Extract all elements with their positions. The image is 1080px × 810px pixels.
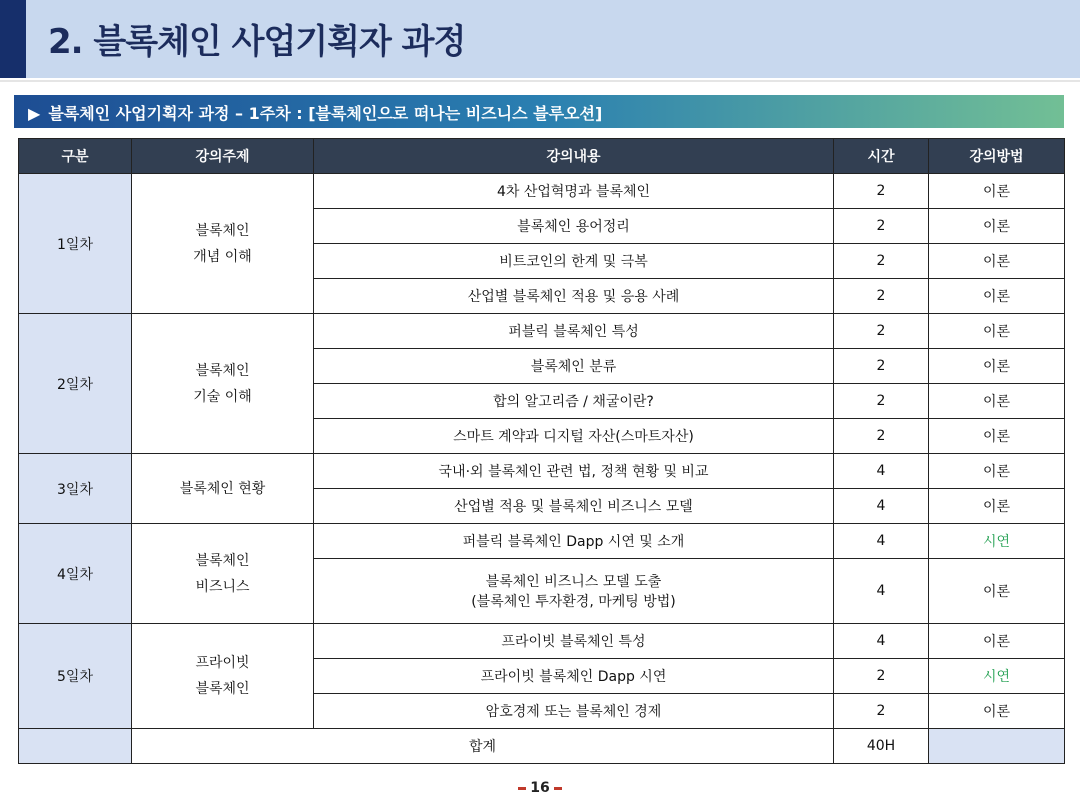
lecture-content: 프라이빗 블록체인 특성 xyxy=(314,624,834,659)
day-label: 3일차 xyxy=(19,454,132,524)
column-header: 강의방법 xyxy=(929,139,1065,174)
topic-line: 블록체인 xyxy=(195,681,250,697)
section-title: 블록체인 사업기획자 과정 – 1주차 : [블록체인으로 떠나는 비즈니스 블루오션] xyxy=(48,104,603,123)
page-dash-left xyxy=(518,787,526,790)
column-header: 시간 xyxy=(834,139,929,174)
lecture-method: 이론 xyxy=(929,314,1065,349)
table-header-row xyxy=(19,139,1065,174)
lecture-hours: 2 xyxy=(834,174,929,209)
total-empty-cell xyxy=(929,729,1065,764)
topic-line: 기술 이해 xyxy=(193,388,252,405)
lecture-topic xyxy=(132,624,314,729)
lecture-topic xyxy=(132,174,314,314)
lecture-hours: 2 xyxy=(834,659,929,694)
lecture-content: 합의 알고리즘 / 채굴이란? xyxy=(314,384,834,419)
lecture-hours: 2 xyxy=(834,314,929,349)
column-header: 구분 xyxy=(19,139,132,174)
section-banner xyxy=(14,95,1064,128)
lecture-topic xyxy=(132,454,314,524)
lecture-content xyxy=(314,559,834,624)
lecture-content: 암호경제 또는 블록체인 경제 xyxy=(314,694,834,729)
lecture-content: 비트코인의 한계 및 극복 xyxy=(314,244,834,279)
lecture-hours: 2 xyxy=(834,694,929,729)
total-hours: 40H xyxy=(834,729,929,764)
total-empty-cell xyxy=(19,729,132,764)
topic-line: 블록체인 현황 xyxy=(179,480,266,497)
page-title: 2. 블록체인 사업기획자 과정 xyxy=(48,22,466,62)
content-line: 블록체인 비즈니스 모델 도출 xyxy=(485,574,662,590)
lecture-method: 이론 xyxy=(929,349,1065,384)
lecture-content: 4차 산업혁명과 블록체인 xyxy=(314,174,834,209)
lecture-method: 이론 xyxy=(929,244,1065,279)
lecture-content: 스마트 계약과 디지털 자산(스마트자산) xyxy=(314,419,834,454)
lecture-content: 블록체인 분류 xyxy=(314,349,834,384)
lecture-content: 프라이빗 블록체인 Dapp 시연 xyxy=(314,659,834,694)
table-row xyxy=(19,524,1065,559)
topic-line: 개념 이해 xyxy=(193,248,252,265)
lecture-method: 이론 xyxy=(929,694,1065,729)
total-label: 합계 xyxy=(132,729,834,764)
topic-line: 블록체인 xyxy=(195,362,250,379)
lecture-method: 이론 xyxy=(929,279,1065,314)
title-accent-bar xyxy=(0,0,26,78)
lecture-hours: 2 xyxy=(834,244,929,279)
lecture-hours: 2 xyxy=(834,349,929,384)
table-row xyxy=(19,624,1065,659)
lecture-content: 산업별 블록체인 적용 및 응용 사례 xyxy=(314,279,834,314)
day-label: 1일차 xyxy=(19,174,132,314)
topic-line: 블록체인 xyxy=(195,552,250,569)
table-row xyxy=(19,314,1065,349)
lecture-hours: 4 xyxy=(834,454,929,489)
lecture-method: 이론 xyxy=(929,419,1065,454)
lecture-content: 산업별 적용 및 블록체인 비즈니스 모델 xyxy=(314,489,834,524)
topic-line: 프라이빗 xyxy=(195,655,250,671)
title-bar xyxy=(0,0,1080,78)
lecture-hours: 4 xyxy=(834,524,929,559)
curriculum-table xyxy=(18,138,1065,764)
lecture-hours: 2 xyxy=(834,419,929,454)
lecture-hours: 4 xyxy=(834,624,929,659)
lecture-method: 이론 xyxy=(929,624,1065,659)
table-row xyxy=(19,454,1065,489)
day-label: 4일차 xyxy=(19,524,132,624)
topic-line: 블록체인 xyxy=(195,222,250,239)
lecture-content: 블록체인 용어정리 xyxy=(314,209,834,244)
lecture-content: 퍼블릭 블록체인 특성 xyxy=(314,314,834,349)
lecture-topic xyxy=(132,314,314,454)
day-label: 2일차 xyxy=(19,314,132,454)
play-arrow-icon: ▶ xyxy=(28,104,41,123)
topic-line: 비즈니스 xyxy=(195,578,250,595)
lecture-content: 국내·외 블록체인 관련 법, 정책 현황 및 비교 xyxy=(314,454,834,489)
column-header: 강의내용 xyxy=(314,139,834,174)
day-label: 5일차 xyxy=(19,624,132,729)
lecture-method: 이론 xyxy=(929,489,1065,524)
page-number xyxy=(0,780,1080,796)
lecture-method: 시연 xyxy=(929,524,1065,559)
page-number-text: 16 xyxy=(530,780,550,796)
lecture-hours: 2 xyxy=(834,384,929,419)
title-divider xyxy=(0,80,1080,82)
lecture-hours: 2 xyxy=(834,209,929,244)
lecture-topic xyxy=(132,524,314,624)
total-row xyxy=(19,729,1065,764)
content-line: (블록체인 투자환경, 마케팅 방법) xyxy=(471,594,676,610)
lecture-method: 이론 xyxy=(929,454,1065,489)
table-row xyxy=(19,174,1065,209)
lecture-method: 이론 xyxy=(929,209,1065,244)
lecture-hours: 4 xyxy=(834,559,929,624)
section-banner-text xyxy=(28,101,602,124)
lecture-hours: 2 xyxy=(834,279,929,314)
lecture-hours: 4 xyxy=(834,489,929,524)
column-header: 강의주제 xyxy=(132,139,314,174)
lecture-content: 퍼블릭 블록체인 Dapp 시연 및 소개 xyxy=(314,524,834,559)
lecture-method: 이론 xyxy=(929,559,1065,624)
lecture-method: 이론 xyxy=(929,384,1065,419)
page-dash-right xyxy=(554,787,562,790)
lecture-method: 시연 xyxy=(929,659,1065,694)
lecture-method: 이론 xyxy=(929,174,1065,209)
